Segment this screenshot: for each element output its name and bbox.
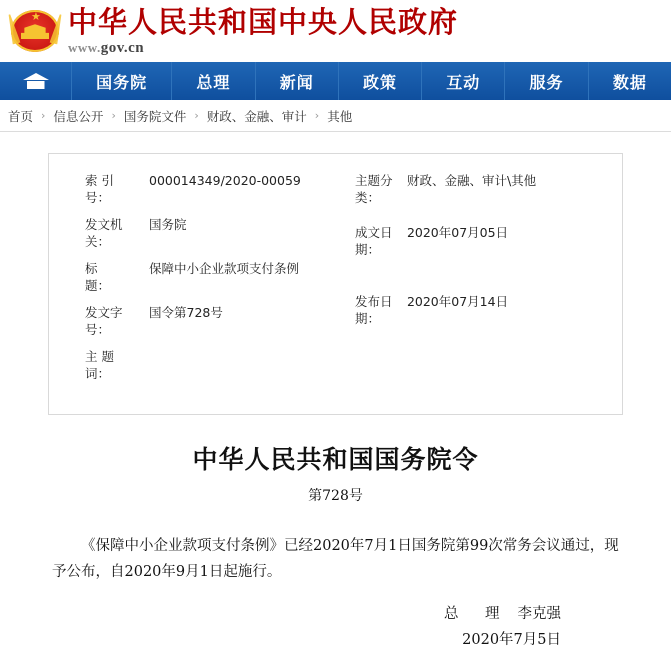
document-sign-date: 2020年7月5日 [462, 632, 561, 648]
breadcrumb-separator-icon: › [194, 109, 199, 122]
metadata-label-line1: 成文日 [354, 225, 393, 240]
metadata-row-publish-date [355, 293, 622, 327]
metadata-row-completion-date [355, 224, 622, 258]
metadata-label [355, 224, 399, 258]
metadata-row-issuing-agency [85, 216, 347, 250]
metadata-value-title: 保障中小企业款项支付条例 [149, 261, 300, 276]
nav-item-hudong[interactable]: 互动 [422, 62, 505, 100]
breadcrumb-separator-icon: › [111, 109, 116, 122]
nav-item-zhengce[interactable]: 政策 [339, 62, 422, 100]
national-emblem-icon: ★ [8, 4, 62, 58]
nav-item-guowuyuan[interactable]: 国务院 [72, 62, 172, 100]
metadata-label-line2: 期： [354, 311, 380, 326]
document-title: 中华人民共和国国务院令 [192, 445, 479, 474]
nav-home-button[interactable] [0, 62, 72, 100]
nav-item-fuwu[interactable]: 服务 [505, 62, 588, 100]
metadata-label-line1: 索 引 [85, 173, 114, 188]
main-navigation [0, 62, 671, 100]
metadata-label-line2: 类： [354, 190, 380, 205]
metadata-value-index-number: 000014349/2020-00059 [149, 173, 301, 188]
metadata-row-subject-category [355, 172, 622, 206]
nav-item-xinwen[interactable]: 新闻 [256, 62, 339, 100]
site-title: 中华人民共和国中央人民政府 [68, 5, 459, 39]
site-branding [68, 5, 458, 57]
metadata-label [355, 293, 399, 327]
metadata-column-left [49, 172, 347, 392]
document-order-number: 第728号 [308, 488, 363, 504]
metadata-label [85, 216, 141, 250]
breadcrumb [0, 100, 671, 132]
metadata-label-line2: 期： [354, 242, 380, 257]
document-metadata-table [48, 153, 623, 415]
metadata-label-line1: 主题分 [354, 173, 393, 188]
document-paragraph: 《保障中小企业款项支付条例》已经2020年7月1日国务院第99次常务会议通过，现予公布，自2020年9月1日起施行。 [52, 538, 619, 580]
metadata-row-index-number [85, 172, 347, 206]
metadata-label-line1: 发文机 [85, 217, 123, 232]
metadata-label [355, 172, 399, 206]
metadata-label [85, 304, 141, 338]
metadata-label-line2: 词： [85, 366, 111, 381]
breadcrumb-item-qita[interactable]: 其他 [327, 108, 353, 124]
metadata-value-document-number: 国令第728号 [149, 305, 223, 320]
signer-name: 李克强 [517, 606, 561, 622]
metadata-value-publish-date: 2020年07月14日 [406, 294, 509, 309]
metadata-value-issuing-agency: 国务院 [149, 217, 187, 232]
site-url-www: www. [68, 40, 101, 55]
metadata-row-keywords [85, 348, 347, 382]
metadata-spacer [355, 276, 622, 293]
metadata-label [85, 260, 141, 294]
site-url-domain: gov.cn [100, 40, 145, 56]
signer-title: 总 理 [444, 606, 506, 622]
metadata-label [85, 172, 141, 206]
metadata-label-line2: 号： [85, 190, 111, 205]
metadata-label-line1: 标 [85, 261, 98, 276]
metadata-label [85, 348, 141, 382]
metadata-label-line1: 发文字 [85, 305, 123, 320]
breadcrumb-item-xinxigongkai[interactable]: 信息公开 [53, 108, 104, 124]
document-signature [48, 601, 623, 627]
nav-item-zongli[interactable]: 总理 [172, 62, 255, 100]
site-header [0, 0, 671, 62]
metadata-label-line1: 主 题 [85, 349, 114, 364]
home-icon [23, 73, 49, 89]
breadcrumb-separator-icon: › [314, 109, 320, 122]
breadcrumb-item-caizheng[interactable]: 财政、金融、审计 [206, 108, 307, 124]
breadcrumb-item-guowuyuanwenjian[interactable]: 国务院文件 [123, 108, 187, 124]
metadata-label-line2: 号： [85, 322, 111, 337]
metadata-label-line2: 题： [85, 278, 111, 293]
metadata-value-completion-date: 2020年07月05日 [406, 225, 509, 240]
metadata-label-line1: 发布日 [354, 294, 393, 309]
metadata-column-right [347, 172, 622, 392]
metadata-row-document-number [85, 304, 347, 338]
breadcrumb-separator-icon: › [41, 109, 46, 122]
nav-item-shuju[interactable]: 数据 [612, 72, 647, 92]
metadata-label-line2: 关： [85, 234, 111, 249]
document-body [48, 443, 623, 653]
site-url [68, 40, 458, 57]
metadata-value-subject-category: 财政、金融、审计\其他 [406, 173, 537, 188]
breadcrumb-item-home[interactable]: 首页 [8, 108, 34, 124]
metadata-row-title [85, 260, 347, 294]
